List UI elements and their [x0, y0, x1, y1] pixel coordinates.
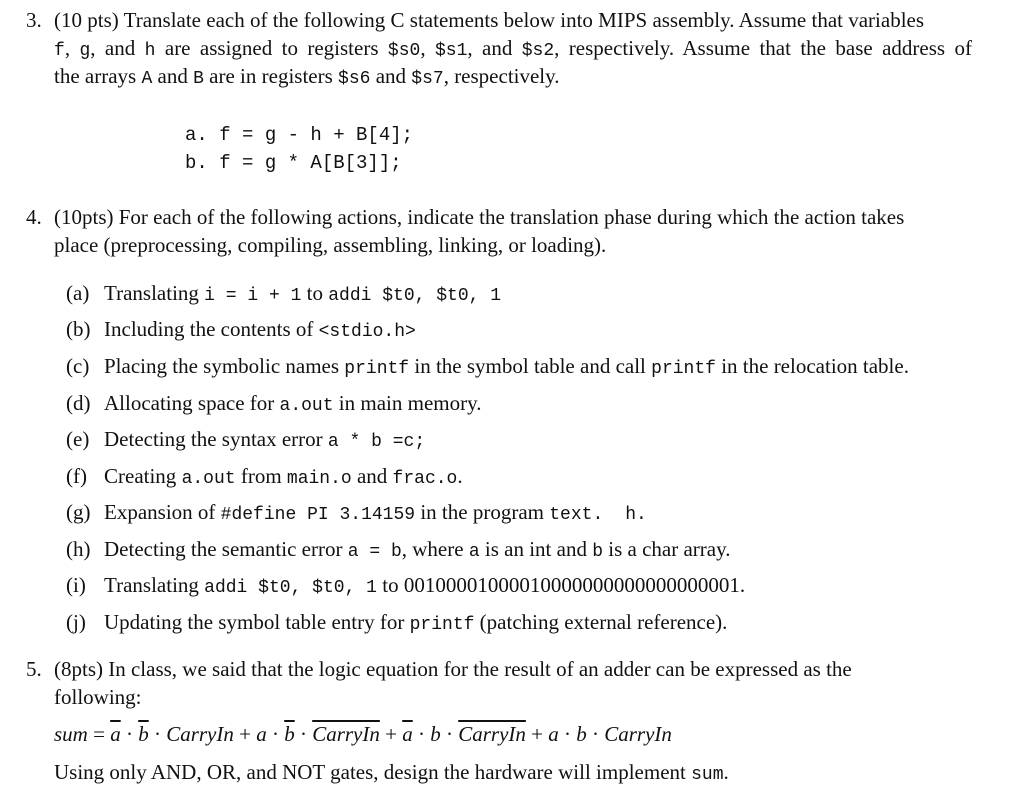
- q4-intro-text: (10pts) For each of the following actions, indicate the translation phase during which the action takes: [54, 205, 905, 229]
- reg-s0: $s0: [387, 41, 421, 61]
- q4-item-c: (c) Placing the symbolic names printf in the symbol table and call printf in the relocation table.: [66, 354, 909, 379]
- q4-item-i: (i) Translating addi $t0, $t0, 1 to 00100001000010000000000000000001.: [66, 573, 746, 598]
- var-h: h: [144, 41, 156, 61]
- q5-number: 5.: [26, 657, 42, 681]
- reg-s1: $s1: [434, 41, 468, 61]
- q3-line-3: the arrays A and B are in registers $s6 and $s7, respectively.: [54, 64, 560, 89]
- q3-line-2: f, g, and h are assigned to registers $s0, $s1, and $s2, respectively. Assume that the base address of: [54, 36, 972, 61]
- q3-line-1: [26, 8, 924, 33]
- q4-number: 4.: [26, 205, 42, 229]
- q4-item-b: (b) Including the contents of <stdio.h>: [66, 317, 416, 342]
- q3-code-b: b. f = g * A[B[3]];: [185, 152, 402, 174]
- q4-item-d: (d) Allocating space for a.out in main memory.: [66, 391, 482, 416]
- q4-item-e: (e) Detecting the syntax error a * b =c;: [66, 427, 426, 452]
- reg-s7: $s7: [411, 69, 444, 89]
- q3-code-a: a. f = g - h + B[4];: [185, 124, 414, 146]
- var-g: g: [79, 41, 91, 61]
- q4-item-g: (g) Expansion of #define PI 3.14159 in the program text. h.: [66, 500, 647, 525]
- q4-item-h: (h) Detecting the semantic error a = b, where a is an int and b is a char array.: [66, 537, 731, 562]
- q4-line-1: [26, 205, 904, 230]
- q5-line-3: Using only AND, OR, and NOT gates, design the hardware will implement sum.: [54, 760, 729, 785]
- var-f: f: [54, 41, 65, 61]
- q5-line-1: [26, 657, 852, 682]
- q4-item-a: (a) Translating i = i + 1 to addi $t0, $t0, 1: [66, 281, 502, 306]
- array-a: A: [141, 69, 153, 89]
- q4-line-2: place (preprocessing, compiling, assembling, linking, or loading).: [54, 233, 607, 257]
- q5-equation: sum = $\overline{a} \cdot \overline{b}$ · CarryIn + $a \cdot \overline{b}$ · CarryIn + $\overline{a} \cdot b$ · CarryIn + a · b · CarryIn: [54, 722, 672, 746]
- q4-item-f: (f) Creating a.out from main.o and frac.o.: [66, 464, 463, 489]
- q4-item-j: (j) Updating the symbol table entry for printf (patching external reference).: [66, 610, 728, 635]
- reg-s6: $s6: [338, 69, 371, 89]
- array-b: B: [193, 69, 204, 89]
- q3-intro-text: (10 pts) Translate each of the following C statements below into MIPS assembly. Assume that variables: [54, 8, 925, 32]
- q5-line-2: following:: [54, 685, 142, 709]
- q3-number: 3.: [26, 8, 42, 32]
- reg-s2: $s2: [521, 41, 555, 61]
- q5-intro-text: (8pts) In class, we said that the logic equation for the result of an adder can be expressed as the: [54, 657, 852, 681]
